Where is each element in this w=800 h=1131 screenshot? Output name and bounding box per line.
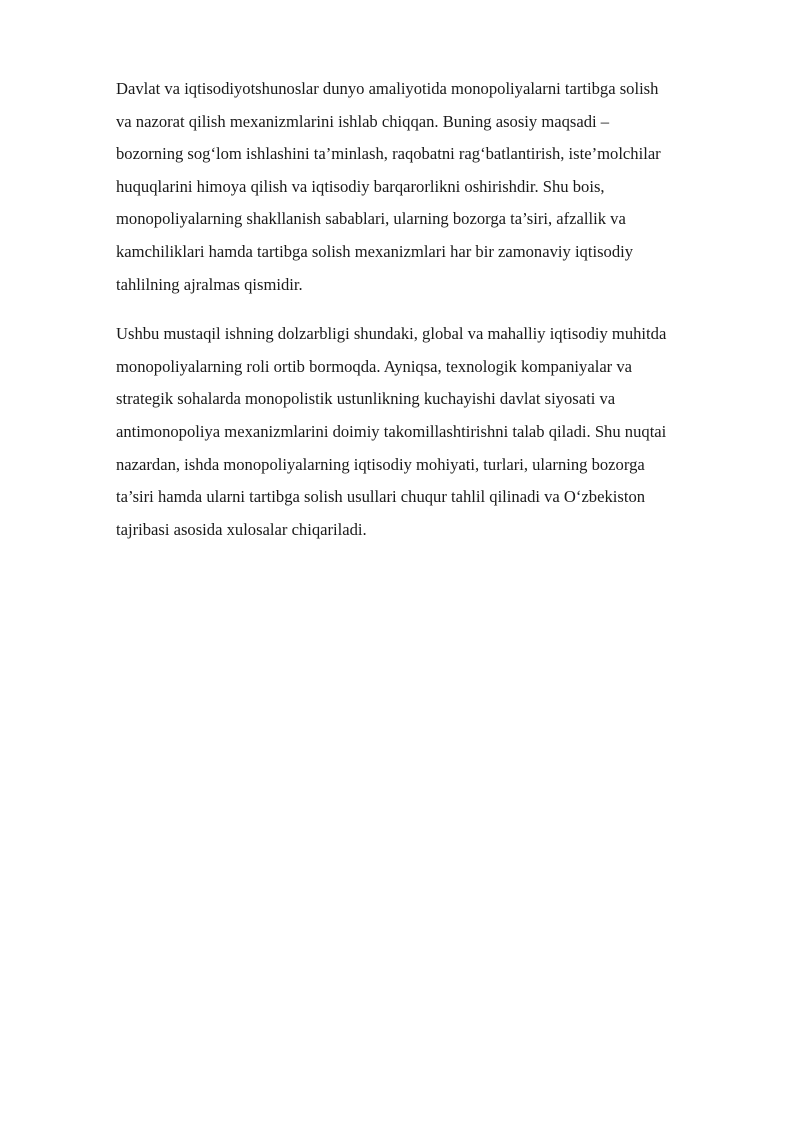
text-line: Ushbu mustaqil ishning dolzarbligi shundaki, global va mahalliy iqtisodiy muhitda — [116, 324, 667, 344]
text-line: bozorning sog‘lom ishlashini ta’minlash, raqobatni rag‘batlantirish, iste’molchilar — [116, 144, 661, 164]
document-body — [116, 73, 736, 546]
text-line: antimonopoliya mexanizmlarini doimiy takomillashtirishni talab qiladi. Shu nuqtai — [116, 421, 667, 441]
text-line: huquqlarini himoya qilish va iqtisodiy barqarorlikni oshirishdir. Shu bois, — [116, 176, 605, 196]
text-line: kamchiliklari hamda tartibga solish mexanizmlari har bir zamonaviy iqtisodiy — [116, 241, 634, 261]
text-line: monopoliyalarning roli ortib bormoqda. Ayniqsa, texnologik kompaniyalar va — [116, 356, 633, 376]
paragraph-1 — [116, 73, 736, 301]
paragraph-2 — [116, 318, 736, 546]
text-line: va nazorat qilish mexanizmlarini ishlab chiqqan. Buning asosiy maqsadi – — [116, 111, 610, 131]
text-line: tajribasi asosida xulosalar chiqariladi. — [116, 519, 367, 539]
text-line: monopoliyalarning shakllanish sabablari, ularning bozorga ta’siri, afzallik va — [116, 209, 626, 229]
text-line: tahlilning ajralmas qismidir. — [116, 274, 303, 294]
text-line: Davlat va iqtisodiyotshunoslar dunyo amaliyotida monopoliyalarni tartibga solish — [116, 79, 659, 98]
text-line: strategik sohalarda monopolistik ustunlikning kuchayishi davlat siyosati va — [116, 389, 616, 409]
text-line: nazardan, ishda monopoliyalarning iqtisodiy mohiyati, turlari, ularning bozorga — [116, 454, 645, 474]
text-line: ta’siri hamda ularni tartibga solish usullari chuqur tahlil qilinadi va O‘zbekiston — [116, 487, 646, 507]
